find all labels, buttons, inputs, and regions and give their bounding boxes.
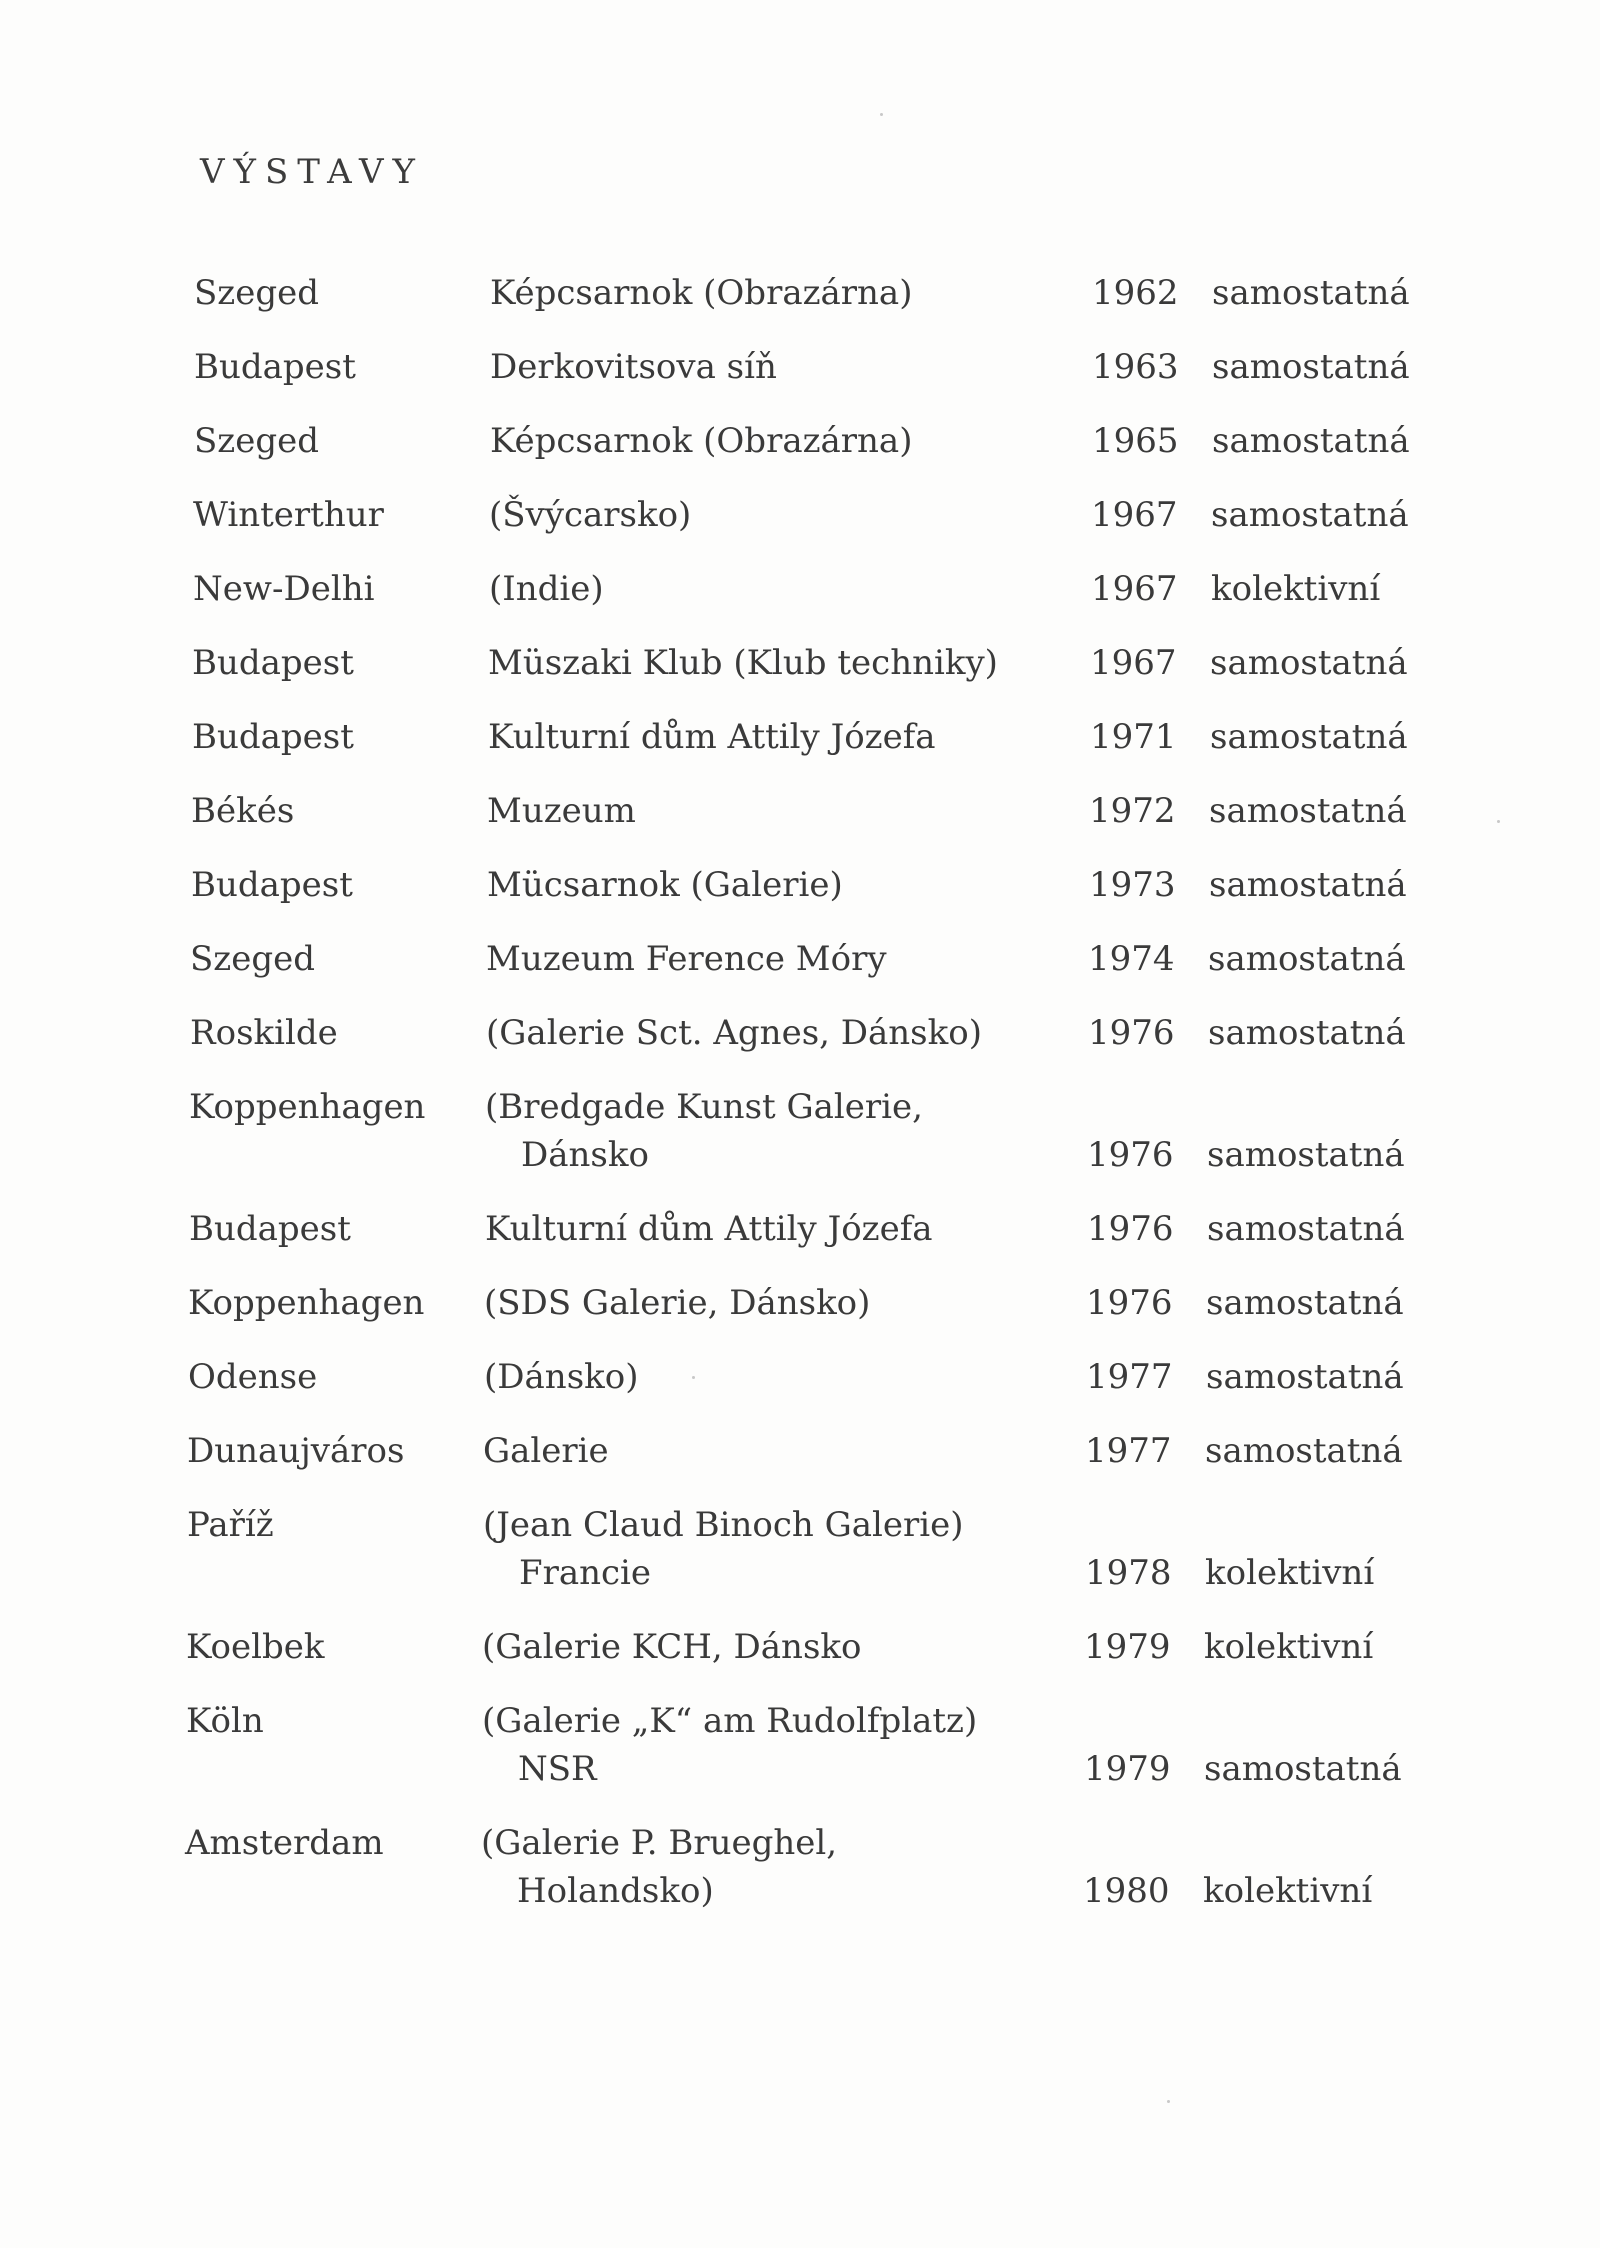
exhibition-type: samostatná xyxy=(1212,273,1410,313)
exhibition-city: New-Delhi xyxy=(193,569,375,609)
exhibition-year: 1972 xyxy=(1089,791,1176,831)
exhibition-city: Békés xyxy=(191,791,295,831)
exhibition-type: kolektivní xyxy=(1204,1627,1374,1667)
exhibition-year: 1978 xyxy=(1085,1553,1172,1593)
exhibition-year: 1965 xyxy=(1092,421,1179,461)
exhibition-city: Roskilde xyxy=(190,1013,338,1053)
exhibition-type: samostatná xyxy=(1206,1357,1404,1397)
exhibition-type: samostatná xyxy=(1206,1283,1404,1323)
exhibition-city: Dunaujváros xyxy=(187,1431,405,1471)
exhibition-venue: (Galerie „K“ am Rudolfplatz) xyxy=(482,1701,978,1741)
exhibition-row xyxy=(0,342,1600,392)
exhibition-year: 1977 xyxy=(1085,1431,1172,1471)
exhibition-city: Szeged xyxy=(190,939,315,979)
exhibition-year: 1977 xyxy=(1086,1357,1173,1397)
exhibition-city: Koelbek xyxy=(186,1627,325,1667)
exhibition-row xyxy=(0,1352,1594,1402)
paper-speck xyxy=(880,113,883,116)
exhibition-row xyxy=(0,416,1600,466)
exhibition-city: Szeged xyxy=(194,273,319,313)
exhibition-type: samostatná xyxy=(1205,1431,1403,1471)
exhibition-row xyxy=(0,490,1599,540)
exhibition-venue: (Indie) xyxy=(489,569,604,609)
exhibition-year: 1976 xyxy=(1087,1209,1174,1249)
exhibition-type: samostatná xyxy=(1212,421,1410,461)
exhibition-row xyxy=(0,1696,1592,1796)
exhibition-row xyxy=(0,638,1598,688)
exhibition-venue: (Jean Claud Binoch Galerie) xyxy=(483,1505,964,1545)
exhibition-city: Köln xyxy=(186,1701,264,1741)
exhibition-year: 1976 xyxy=(1088,1013,1175,1053)
exhibition-venue: Mücsarnok (Galerie) xyxy=(487,865,843,905)
exhibition-city: Koppenhagen xyxy=(189,1087,426,1127)
exhibition-row xyxy=(0,268,1600,318)
exhibition-venue: (SDS Galerie, Dánsko) xyxy=(484,1283,871,1323)
exhibition-city: Budapest xyxy=(189,1209,351,1249)
page-title: VÝSTAVY xyxy=(200,152,424,192)
exhibition-venue: (Galerie P. Brueghel, xyxy=(481,1823,838,1863)
exhibition-row xyxy=(0,712,1598,762)
exhibition-type: kolektivní xyxy=(1205,1553,1375,1593)
exhibition-city: Amsterdam xyxy=(185,1823,384,1863)
exhibition-city: Budapest xyxy=(192,643,354,683)
exhibition-row xyxy=(0,1278,1594,1328)
exhibition-venue: Muzeum Ference Móry xyxy=(486,939,887,979)
exhibition-row xyxy=(0,1008,1596,1058)
exhibition-year: 1974 xyxy=(1088,939,1175,979)
exhibition-venue: Derkovitsova síň xyxy=(490,347,777,387)
exhibition-type: samostatná xyxy=(1208,939,1406,979)
exhibition-venue: Képcsarnok (Obrazárna) xyxy=(490,421,913,461)
exhibition-type: samostatná xyxy=(1204,1749,1402,1789)
exhibition-year: 1976 xyxy=(1087,1135,1174,1175)
exhibition-venue: Kulturní dům Attily Józefa xyxy=(488,717,936,757)
paper-speck xyxy=(692,1376,695,1379)
exhibition-type: kolektivní xyxy=(1203,1871,1373,1911)
exhibition-type: samostatná xyxy=(1212,347,1410,387)
exhibition-venue: (Galerie Sct. Agnes, Dánsko) xyxy=(486,1013,982,1053)
exhibition-city: Paříž xyxy=(187,1505,274,1545)
exhibition-venue-continued: Dánsko xyxy=(521,1135,649,1175)
exhibition-type: samostatná xyxy=(1207,1209,1405,1249)
exhibition-venue-continued: NSR xyxy=(518,1749,597,1789)
exhibition-city: Koppenhagen xyxy=(188,1283,425,1323)
exhibition-city: Budapest xyxy=(194,347,356,387)
exhibition-venue: Képcsarnok (Obrazárna) xyxy=(490,273,913,313)
exhibition-venue: (Dánsko) xyxy=(484,1357,639,1397)
paper-speck xyxy=(1167,2100,1170,2103)
exhibition-city: Budapest xyxy=(192,717,354,757)
exhibition-year: 1967 xyxy=(1091,569,1178,609)
exhibition-row xyxy=(0,1818,1591,1918)
exhibition-row xyxy=(0,1082,1595,1182)
exhibition-venue: (Galerie KCH, Dánsko xyxy=(482,1627,862,1667)
exhibition-type: samostatná xyxy=(1211,495,1409,535)
exhibition-year: 1971 xyxy=(1090,717,1177,757)
exhibition-venue: Kulturní dům Attily Józefa xyxy=(485,1209,933,1249)
exhibition-year: 1963 xyxy=(1092,347,1179,387)
exhibition-venue: Müszaki Klub (Klub techniky) xyxy=(488,643,998,683)
exhibition-venue: Galerie xyxy=(483,1431,609,1471)
exhibition-type: samostatná xyxy=(1210,643,1408,683)
exhibition-venue: Muzeum xyxy=(487,791,636,831)
exhibition-year: 1979 xyxy=(1084,1627,1171,1667)
exhibition-year: 1979 xyxy=(1084,1749,1171,1789)
exhibition-row xyxy=(0,1622,1592,1672)
exhibition-type: kolektivní xyxy=(1211,569,1381,609)
exhibition-year: 1976 xyxy=(1086,1283,1173,1323)
exhibition-city: Szeged xyxy=(194,421,319,461)
exhibition-city: Odense xyxy=(188,1357,318,1397)
paper-speck xyxy=(1497,820,1500,823)
exhibition-venue-continued: Holandsko) xyxy=(517,1871,714,1911)
exhibition-venue: (Švýcarsko) xyxy=(489,495,692,535)
exhibition-year: 1980 xyxy=(1083,1871,1170,1911)
exhibition-type: samostatná xyxy=(1208,1013,1406,1053)
exhibition-row xyxy=(0,564,1599,614)
exhibition-type: samostatná xyxy=(1210,717,1408,757)
exhibition-row xyxy=(0,1426,1593,1476)
exhibition-row xyxy=(0,1500,1593,1600)
exhibition-type: samostatná xyxy=(1207,1135,1405,1175)
exhibition-row xyxy=(0,1204,1595,1254)
exhibition-venue-continued: Francie xyxy=(519,1553,652,1593)
exhibition-year: 1962 xyxy=(1092,273,1179,313)
exhibition-row xyxy=(0,860,1597,910)
exhibition-city: Winterthur xyxy=(193,495,384,535)
exhibition-city: Budapest xyxy=(191,865,353,905)
exhibition-row xyxy=(0,786,1597,836)
exhibition-type: samostatná xyxy=(1209,865,1407,905)
exhibition-year: 1967 xyxy=(1090,643,1177,683)
exhibition-year: 1967 xyxy=(1091,495,1178,535)
exhibition-row xyxy=(0,934,1596,984)
exhibition-venue: (Bredgade Kunst Galerie, xyxy=(485,1087,923,1127)
exhibition-type: samostatná xyxy=(1209,791,1407,831)
exhibition-year: 1973 xyxy=(1089,865,1176,905)
